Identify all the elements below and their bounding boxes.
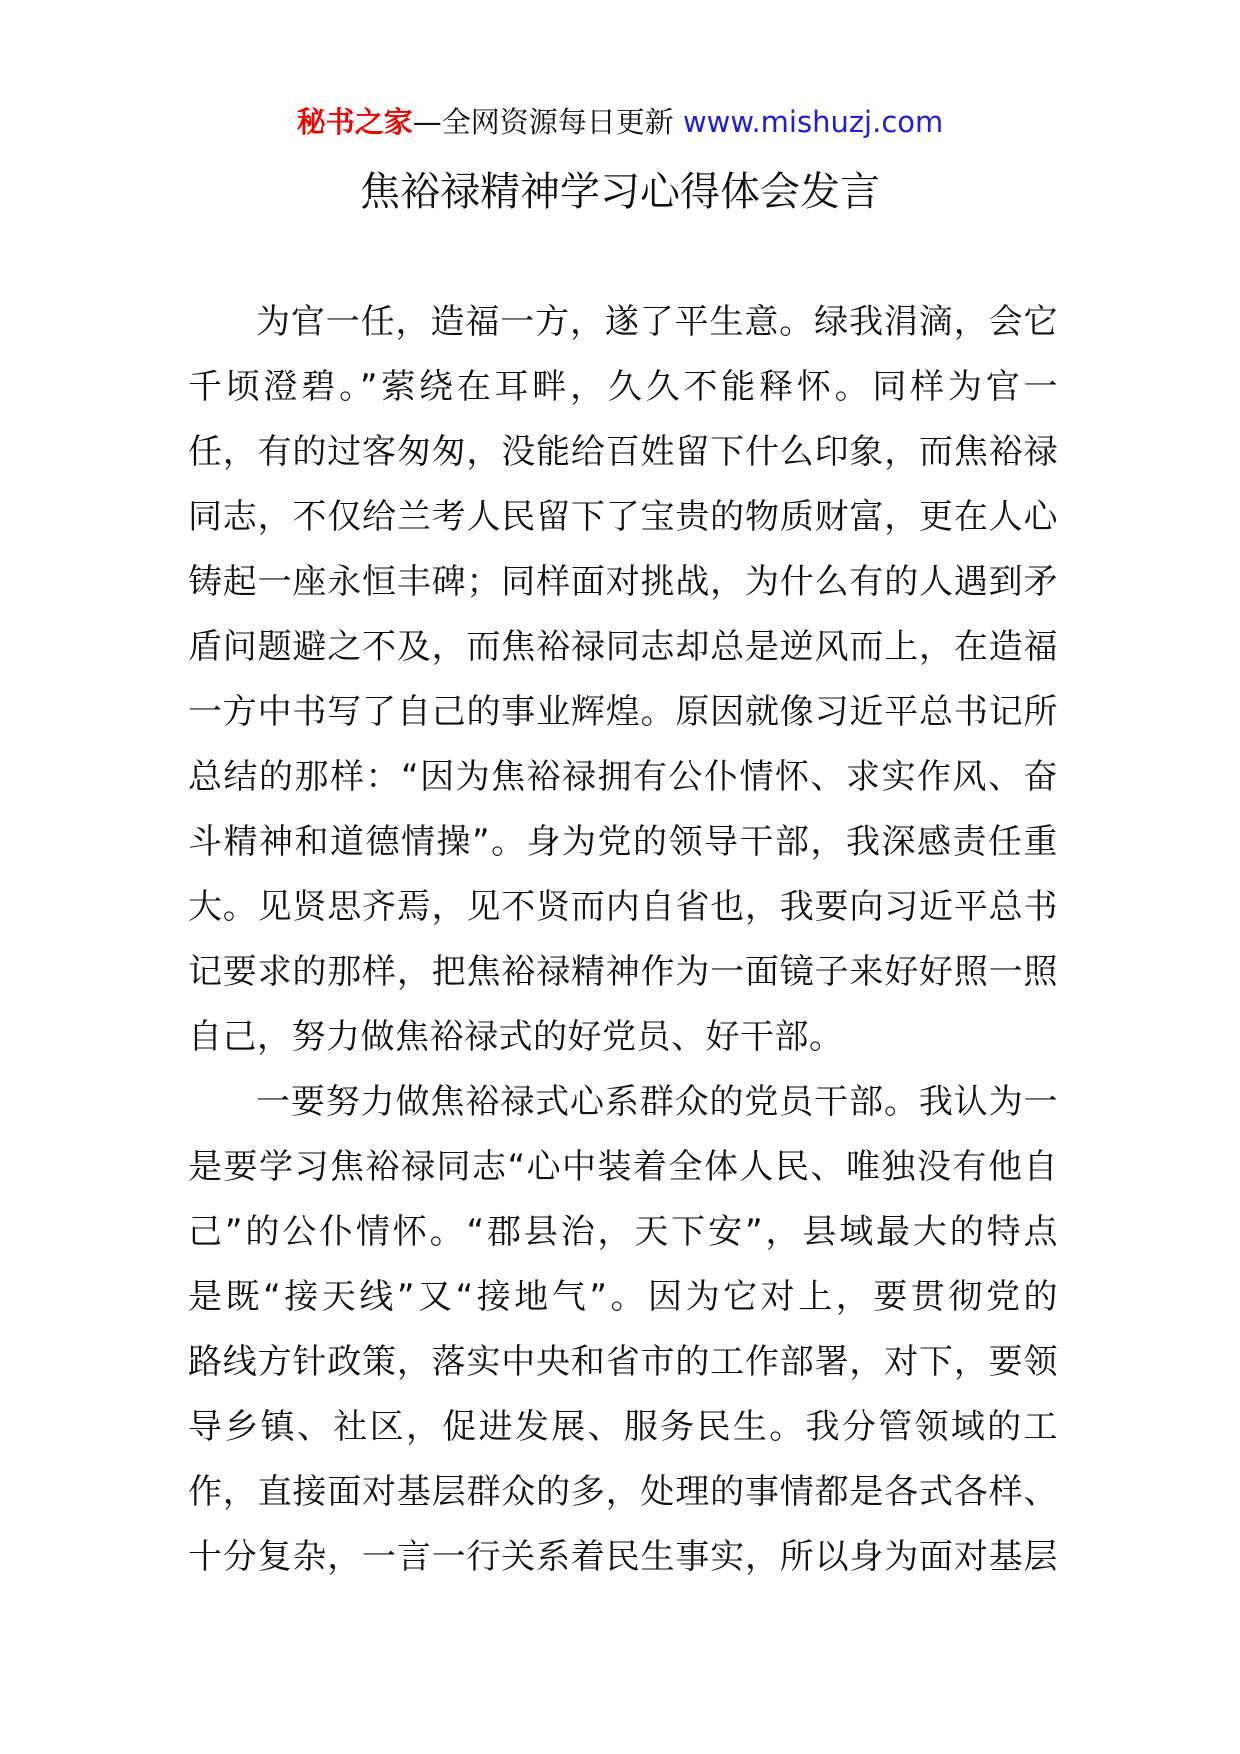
text-line: 大。见贤思齐焉，见不贤而内自省也，我要向习近平总书 xyxy=(188,887,1058,927)
document-body xyxy=(188,290,1058,1590)
text-line: 十分复杂，一言一行关系着民生事实，所以身为面对基层 xyxy=(188,1537,1058,1577)
text-line: 是既“接天线”又“接地气”。因为它对上，要贯彻党的 xyxy=(188,1277,1058,1317)
text-line: 盾问题避之不及，而焦裕禄同志却总是逆风而上，在造福 xyxy=(188,627,1058,667)
text-line: 为官一任，造福一方，遂了平生意。绿我涓滴，会它 xyxy=(256,302,1058,342)
text-line: 记要求的那样，把焦裕禄精神作为一面镜子来好好照一照 xyxy=(188,952,1058,992)
text-line: 己”的公仆情怀。“郡县治，天下安”，县域最大的特点 xyxy=(188,1212,1058,1252)
site-brand: 秘书之家 xyxy=(296,105,413,139)
text-line: 千顷澄碧。”萦绕在耳畔，久久不能释怀。同样为官一 xyxy=(188,367,1058,407)
text-line: 是要学习焦裕禄同志“心中装着全体人民、唯独没有他自 xyxy=(188,1147,1058,1187)
text-line: 一要努力做焦裕禄式心系群众的党员干部。我认为一 xyxy=(256,1082,1058,1122)
text-line: 铸起一座永恒丰碑；同样面对挑战，为什么有的人遇到矛 xyxy=(188,562,1058,602)
text-line: 导乡镇、社区，促进发展、服务民生。我分管领域的工 xyxy=(188,1407,1058,1447)
site-header xyxy=(0,100,1240,144)
site-url-link[interactable]: www.mishuzj.com xyxy=(682,105,944,139)
document-title: 焦裕禄精神学习心得体会发言 xyxy=(360,169,880,215)
text-line: 自己，努力做焦裕禄式的好党员、好干部。 xyxy=(188,1017,844,1057)
text-line: 斗精神和道德情操”。身为党的领导干部，我深感责任重 xyxy=(188,822,1058,862)
text-line: 一方中书写了自己的事业辉煌。原因就像习近平总书记所 xyxy=(188,692,1058,732)
text-line: 作，直接面对基层群众的多，处理的事情都是各式各样、 xyxy=(188,1472,1058,1512)
text-line: 任，有的过客匆匆，没能给百姓留下什么印象，而焦裕禄 xyxy=(188,432,1058,472)
text-line: 同志，不仅给兰考人民留下了宝贵的物质财富，更在人心 xyxy=(188,497,1058,537)
text-line: 总结的那样：“因为焦裕禄拥有公仆情怀、求实作风、奋 xyxy=(188,757,1058,797)
site-tagline: —全网资源每日更新 xyxy=(412,105,683,139)
text-line: 路线方针政策，落实中央和省市的工作部署，对下，要领 xyxy=(188,1342,1058,1382)
